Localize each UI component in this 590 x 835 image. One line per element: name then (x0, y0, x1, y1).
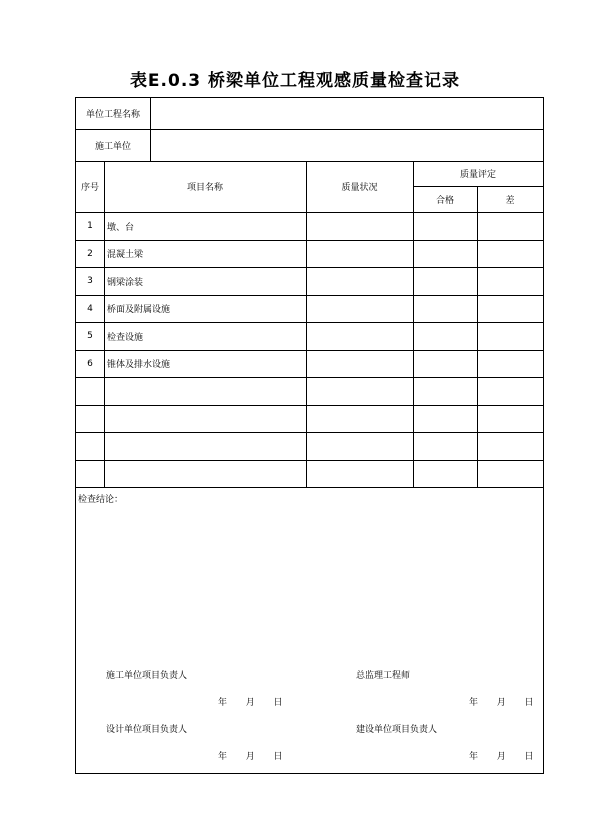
year-label: 年 (469, 752, 479, 762)
construction-unit-value[interactable] (156, 129, 536, 161)
col-seq-header: 序号 (80, 183, 99, 193)
design-lead-label: 设计单位项目负责人 (106, 725, 188, 735)
row-item-name: 桥面及附属设施 (107, 305, 171, 315)
row-seq: 4 (87, 303, 93, 314)
row-divider (76, 405, 543, 406)
chief-supervisor-label: 总监理工程师 (356, 671, 411, 681)
month-label: 月 (496, 752, 506, 762)
col-pass-header: 合格 (435, 195, 454, 206)
year-label: 年 (218, 752, 228, 762)
row-divider (76, 377, 543, 378)
row-seq: 6 (87, 358, 93, 369)
construction-lead-label: 施工单位项目负责人 (106, 671, 188, 681)
inspection-form (75, 97, 544, 774)
unit-project-value[interactable] (156, 98, 536, 129)
row-item-name: 墩、台 (107, 222, 135, 233)
owner-lead-label: 建设单位项目负责人 (356, 725, 438, 735)
col-eval-header: 质量评定 (459, 170, 496, 180)
row-seq: 1 (87, 221, 93, 231)
col-item-header: 项目名称 (186, 183, 223, 193)
date-line-2 (469, 695, 534, 708)
day-label: 日 (273, 698, 283, 708)
row-seq: 3 (87, 276, 93, 286)
col-status-header: 质量状况 (341, 183, 378, 193)
date-line-4 (469, 749, 534, 762)
date-line-3 (218, 749, 283, 762)
row-item-name: 检查设施 (107, 332, 144, 343)
year-label: 年 (218, 698, 228, 708)
month-label: 月 (245, 752, 255, 762)
col-poor-header: 差 (505, 195, 515, 206)
date-line-1 (218, 695, 283, 708)
col-divider (150, 98, 151, 161)
day-label: 日 (524, 752, 534, 762)
row-item-name: 钢梁涂装 (107, 277, 144, 288)
row-divider (76, 460, 543, 461)
row-seq: 5 (87, 331, 93, 341)
unit-project-label: 单位工程名称 (85, 110, 140, 120)
row-seq: 2 (87, 248, 93, 259)
month-label: 月 (496, 698, 506, 708)
row-item-name: 混凝土梁 (107, 250, 144, 260)
month-label: 月 (245, 698, 255, 708)
year-label: 年 (469, 698, 479, 708)
row-divider (76, 432, 543, 433)
row-divider (76, 487, 543, 488)
row-item-name: 锥体及排水设施 (107, 360, 171, 370)
day-label: 日 (273, 752, 283, 762)
col-divider (477, 186, 478, 487)
construction-unit-label: 施工单位 (94, 141, 131, 152)
page-title: 表E.0.3 桥梁单位工程观感质量检查记录 (129, 71, 461, 91)
day-label: 日 (524, 698, 534, 708)
conclusion-label: 检查结论： (78, 495, 124, 505)
